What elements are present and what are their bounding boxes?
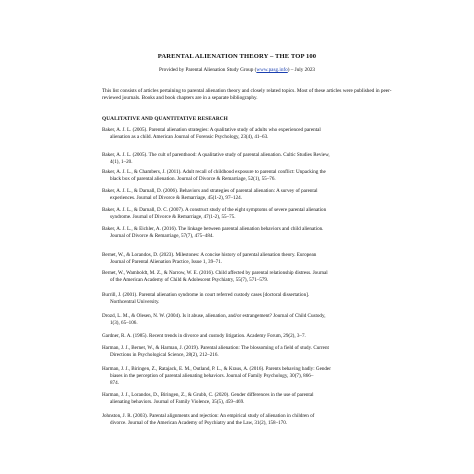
reference-item (102, 333, 386, 340)
reference-item (102, 345, 386, 359)
reference-item (102, 127, 386, 141)
reference-line: Directions in Psychological Science, 28(2), 212–216. (110, 352, 219, 358)
section-heading: QUALITATIVE AND QUANTITATIVE RESEARCH (102, 116, 228, 122)
reference-item (102, 252, 386, 266)
reference-line: Gardner, R. A. (1985). Recent trends in divorce and custody litigation. Academy Forum, 29(2), 3–7. (102, 333, 306, 339)
pasg-link[interactable]: www.pasg.info (256, 67, 288, 73)
reference-item (102, 366, 386, 387)
reference-line: Burrill, J. (2001). Parental alienation syndrome in court referred custody cases [doctoral dissertation]. (102, 292, 310, 298)
reference-line: experiences. Journal of Divorce & Remarriage, 45(1-2), 97–124. (110, 195, 242, 201)
reference-line: Harman, J. J., Bernet, W., & Harman, J. (2019). Parental alienation: The blossoming of a field of study. Current (102, 345, 329, 351)
reference-line: 1(3), 65–106. (110, 320, 138, 326)
reference-item (102, 413, 386, 427)
reference-line: Bernet, W., & Lorandos, D. (2023). Milestones: A concise history of parental alienation theory. European (102, 252, 317, 258)
reference-line: Harman, J. J., Lorandos, D., Biringen, Z., & Grubb, C. (2020). Gender differences in the use of parental (102, 392, 314, 398)
reference-line: Northcentral University. (110, 299, 160, 305)
reference-line: Journal of Parental Alienation Practice, Issue 1, 39–71. (110, 259, 223, 265)
reference-line: Baker, A. J. L., & Chambers, J. (2011). Adult recall of childhood exposure to parental conflict: Unpacking the (102, 169, 326, 175)
reference-line: Bernet, W., Wamboldt, M. Z., & Narrow, W. E. (2016). Child affected by parental relationship distress. Journal (102, 270, 328, 276)
reference-item (102, 313, 386, 327)
reference-line: alienation as a child. American Journal of Forensic Psychology, 23(4), 41–63. (110, 134, 269, 140)
reference-item (102, 207, 386, 221)
provided-prefix: Provided by Parental Alienation Study Group ( (158, 67, 257, 73)
reference-line: black box of parental alienation. Journal of Divorce & Remarriage, 52(1), 55–76. (110, 176, 276, 182)
provided-by-line (0, 67, 474, 73)
reference-line: syndrome. Journal of Divorce & Remarriage, 47(1-2), 55–75. (110, 214, 236, 220)
reference-line: Johnston, J. R. (2003). Parental alignments and rejection: An empirical study of alienation in children of (102, 413, 315, 419)
reference-line: alienating behaviors. Journal of Family Violence, 35(5), 459–469. (110, 399, 245, 405)
reference-line: Baker, A. J. L. (2005). The cult of parenthood: A qualitative study of parental alienation. Cultic Studies Review, (102, 152, 330, 158)
reference-line: Baker, A. J. L. (2005). Parental alienation strategies: A qualitative study of adults who experienced parental (102, 127, 321, 133)
reference-line: Journal of Divorce & Remarriage, 57(7), 475–484. (110, 233, 214, 239)
reference-line: 874. (110, 380, 119, 386)
reference-item (102, 392, 386, 406)
reference-line: Baker, A. J. L., & Darnall, D. C. (2007). A construct study of the eight symptoms of severe parental alienation (102, 207, 327, 213)
reference-line: of the American Academy of Child & Adolescent Psychiatry, 55(7), 571–579. (110, 277, 269, 283)
reference-line: Drozd, L. M., & Olesen, N. W. (2004). Is it abuse, alienation, and/or estrangement? Journal of Child Custody, (102, 313, 326, 319)
reference-line: divorce. Journal of the American Academy of Psychiatry and the Law, 31(2), 158–170. (110, 420, 288, 426)
provided-suffix: ) – July 2023 (287, 67, 315, 73)
reference-item (102, 169, 386, 183)
reference-line: 4(1), 1–20. (110, 159, 133, 165)
reference-line: Harman, J. J., Biringen, Z., Ratajack, E. M., Outland, P. L., & Kraus, A. (2016). Parents behaving badly: Gender (102, 366, 331, 372)
reference-line: Baker, A. J. L., & Eichler, A. (2016). The linkage between parental alienation behaviors and child alienation. (102, 226, 324, 232)
reference-item (102, 226, 386, 240)
reference-item (102, 270, 386, 284)
intro-paragraph: This list consists of articles pertaining to parental alienation theory and closely related topics. Most of these articles were published in peer-reviewed journals. Books and book chapters are in a separate bibliography. (102, 88, 392, 101)
reference-line: biases in the perception of parental alienating behaviors. Journal of Family Psychology, 30(7), 866– (110, 373, 314, 379)
document-title: PARENTAL ALIENATION THEORY – THE TOP 100 (157, 53, 317, 60)
reference-line: Baker, A. J. L., & Darnall, D. (2006). Behaviors and strategies of parental alienation: A survey of parental (102, 188, 318, 194)
reference-item (102, 152, 386, 166)
reference-item (102, 292, 386, 306)
reference-item (102, 188, 386, 202)
